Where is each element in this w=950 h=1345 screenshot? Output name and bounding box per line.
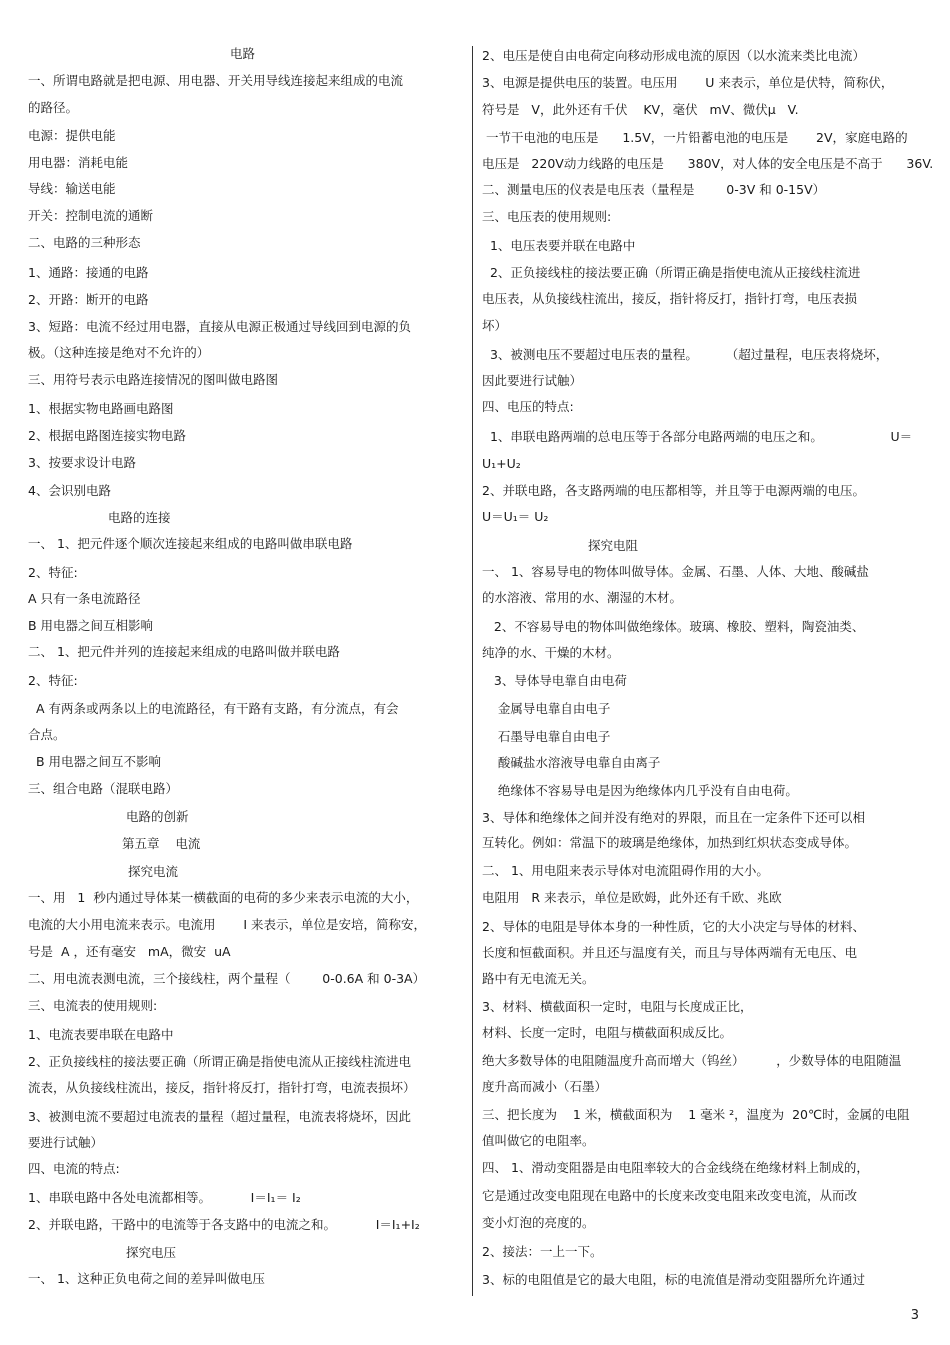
text-line: A 只有一条电流路径: [28, 591, 141, 606]
text-line: 度升高而减小（石墨）: [482, 1079, 608, 1094]
text-line: 2、开路：断开的电路: [28, 292, 149, 307]
text-line: 互转化。例如：常温下的玻璃是绝缘体，加热到红炽状态变成导体。: [482, 835, 858, 850]
text-line: 绝大多数导体的电阻随温度升高而增大（钨丝） ，少数导体的电阻随温: [482, 1053, 902, 1068]
text-line: 符号是 V，此外还有千伏 KV，毫伏 mV、微伏μ V.: [482, 102, 799, 117]
text-line: 3、短路：电流不经过用电器，直接从电源正极通过导线回到电源的负: [28, 319, 411, 334]
text-line: 1、串联电路中各处电流都相等。 I＝I₁＝ I₂: [28, 1190, 301, 1205]
text-line: B 用电器之间互不影响: [28, 754, 161, 769]
text-line: 四、电压的特点:: [482, 399, 574, 414]
text-line: 电路: [230, 46, 256, 61]
text-line: 二、测量电压的仪表是电压表（量程是 0-3V 和 0-15V）: [482, 182, 826, 197]
text-line: 2、根据电路图连接实物电路: [28, 428, 186, 443]
text-line: 用电器：消耗电能: [28, 155, 129, 170]
text-line: 3、被测电流不要超过电流表的量程（超过量程，电流表将烧坏，因此: [28, 1109, 411, 1124]
text-line: 1、电压表要并联在电路中: [482, 238, 636, 253]
text-line: 1、电流表要串联在电路中: [28, 1027, 174, 1042]
text-line: 材料、长度一定时，电阻与横截面积成反比。: [482, 1025, 733, 1040]
text-line: 四、 1、滑动变阻器是由电阻率较大的合金线绕在绝缘材料上制成的，: [482, 1160, 869, 1175]
text-line: 一、 1、把元件逐个顺次连接起来组成的电路叫做串联电路: [28, 536, 353, 551]
column-divider: [472, 46, 473, 1296]
text-line: 一、用 1 秒内通过导体某一横截面的电荷的多少来表示电流的大小，: [28, 890, 419, 905]
text-line: 坏）: [482, 318, 508, 333]
text-line: 因此要进行试触）: [482, 373, 583, 388]
text-line: 极。（这种连接是绝对不允许的）: [28, 345, 210, 360]
text-line: 三、组合电路（混联电路）: [28, 781, 179, 796]
text-line: B 用电器之间互相影响: [28, 618, 154, 633]
text-line: 电压是 220V动力线路的电压是 380V，对人体的安全电压是不高于 36V.: [482, 156, 934, 171]
text-line: 2、并联电路，各支路两端的电压都相等，并且等于电源两端的电压。: [482, 483, 865, 498]
text-line: 二、电路的三种形态: [28, 235, 141, 250]
text-line: 一、 1、容易导电的物体叫做导体。金属、石墨、人体、大地、酸碱盐: [482, 564, 869, 579]
text-line: 三、把长度为 1 米，横截面积为 1 毫米 ²，温度为 20℃时，金属的电阻: [482, 1107, 910, 1122]
text-line: 电源：提供电能: [28, 128, 116, 143]
text-line: 2、特征:: [28, 673, 78, 688]
text-line: U₁+U₂: [482, 456, 521, 471]
text-line: A 有两条或两条以上的电流路径，有干路有支路，有分流点，有会: [28, 701, 399, 716]
text-line: 2、接法：一上一下。: [482, 1244, 603, 1259]
text-line: 3、导体导电靠自由电荷: [482, 673, 627, 688]
text-line: 号是 A ，还有毫安 mA，微安 uA: [28, 944, 231, 959]
text-line: 2、正负接线柱的接法要正确（所谓正确是指使电流从正接线柱流进电: [28, 1054, 411, 1069]
text-line: 纯净的水、干燥的木材。: [482, 645, 620, 660]
text-line: 一节干电池的电压是 1.5V，一片铅蓄电池的电压是 2V，家庭电路的: [482, 130, 908, 145]
text-line: 1、通路：接通的电路: [28, 265, 149, 280]
text-line: 二、 1、把元件并列的连接起来组成的电路叫做并联电路: [28, 644, 340, 659]
text-line: 导线：输送电能: [28, 181, 116, 196]
text-line: 一、所谓电路就是把电源、用电器、开关用导线连接起来组成的电流: [28, 73, 404, 88]
text-line: 石墨导电靠自由电子: [482, 729, 611, 744]
text-line: 它是通过改变电阻现在电路中的长度来改变电阻来改变电流，从而改: [482, 1188, 858, 1203]
text-line: 探究电压: [126, 1245, 177, 1260]
text-line: 一、 1、这种正负电荷之间的差异叫做电压: [28, 1271, 265, 1286]
text-line: 探究电流: [128, 864, 179, 879]
text-line: 3、按要求设计电路: [28, 455, 136, 470]
text-line: 三、电流表的使用规则:: [28, 998, 158, 1013]
text-line: 2、特征:: [28, 565, 78, 580]
text-line: 金属导电靠自由电子: [482, 701, 611, 716]
text-line: 值叫做它的电阻率。: [482, 1133, 595, 1148]
text-line: 2、导体的电阻是导体本身的一种性质，它的大小决定与导体的材料、: [482, 919, 865, 934]
text-line: 的路径。: [28, 100, 79, 115]
text-line: 2、并联电路，干路中的电流等于各支路中的电流之和。 I＝I₁+I₂: [28, 1217, 420, 1232]
text-line: 第五章 电流: [122, 836, 201, 851]
text-line: 3、标的电阻值是它的最大电阻，标的电流值是滑动变阻器所允许通过: [482, 1272, 865, 1287]
text-line: 二、 1、用电阻来表示导体对电流阻碍作用的大小。: [482, 863, 769, 878]
right-column: [482, 0, 934, 1300]
text-line: 变小灯泡的亮度的。: [482, 1215, 595, 1230]
text-line: 2、正负接线柱的接法要正确（所谓正确是指使电流从正接线柱流进: [482, 265, 861, 280]
text-line: 四、电流的特点:: [28, 1161, 120, 1176]
text-line: 3、材料、横截面积一定时，电阻与长度成正比，: [482, 999, 753, 1014]
left-column: [28, 0, 468, 1300]
text-line: 电路的连接: [108, 510, 171, 525]
text-line: 开关：控制电流的通断: [28, 208, 154, 223]
page-number: 3: [910, 1308, 919, 1323]
text-line: 电压表，从负接线柱流出，接反，指针将反打，指针打弯，电压表损: [482, 291, 858, 306]
text-line: 绝缘体不容易导电是因为绝缘体内几乎没有自由电荷。: [482, 783, 798, 798]
text-line: 探究电阻: [588, 538, 639, 553]
text-line: 电路的创新: [126, 809, 189, 824]
text-line: 合点。: [28, 727, 66, 742]
text-line: 二、用电流表测电流，三个接线柱，两个量程（ 0-0.6A 和 0-3A）: [28, 971, 426, 986]
text-line: 3、电源是提供电压的装置。电压用 U 来表示，单位是伏特，简称伏，: [482, 75, 894, 90]
text-line: 电阻用 R 来表示，单位是欧姆，此外还有千欧、兆欧: [482, 890, 782, 905]
text-line: 路中有无电流无关。: [482, 971, 595, 986]
text-line: 2、不容易导电的物体叫做绝缘体。玻璃、橡胶、塑料，陶瓷油类、: [482, 619, 865, 634]
text-line: 4、会识别电路: [28, 483, 111, 498]
text-line: 3、导体和绝缘体之间并没有绝对的界限，而且在一定条件下还可以相: [482, 810, 865, 825]
text-line: 电流的大小用电流来表示。电流用 I 来表示，单位是安培，简称安，: [28, 917, 426, 932]
text-line: U＝U₁＝ U₂: [482, 509, 549, 524]
text-line: 三、电压表的使用规则:: [482, 209, 612, 224]
text-line: 1、串联电路两端的总电压等于各部分电路两端的电压之和。 U＝: [482, 429, 913, 444]
text-line: 2、电压是使自由电荷定向移动形成电流的原因（以水流来类比电流）: [482, 48, 865, 63]
text-line: 三、用符号表示电路连接情况的图叫做电路图: [28, 372, 279, 387]
text-line: 的水溶液、常用的水、潮湿的木材。: [482, 590, 683, 605]
text-line: 3、被测电压不要超过电压表的量程。 （超过量程，电压表将烧坏，: [482, 347, 889, 362]
text-line: 酸碱盐水溶液导电靠自由离子: [482, 755, 661, 770]
text-line: 流表，从负接线柱流出，接反，指针将反打，指针打弯，电流表损坏）: [28, 1080, 416, 1095]
text-line: 要进行试触）: [28, 1135, 104, 1150]
text-line: 1、根据实物电路画电路图: [28, 401, 174, 416]
text-line: 长度和恒截面积。并且还与温度有关，而且与导体两端有无电压、电: [482, 945, 858, 960]
